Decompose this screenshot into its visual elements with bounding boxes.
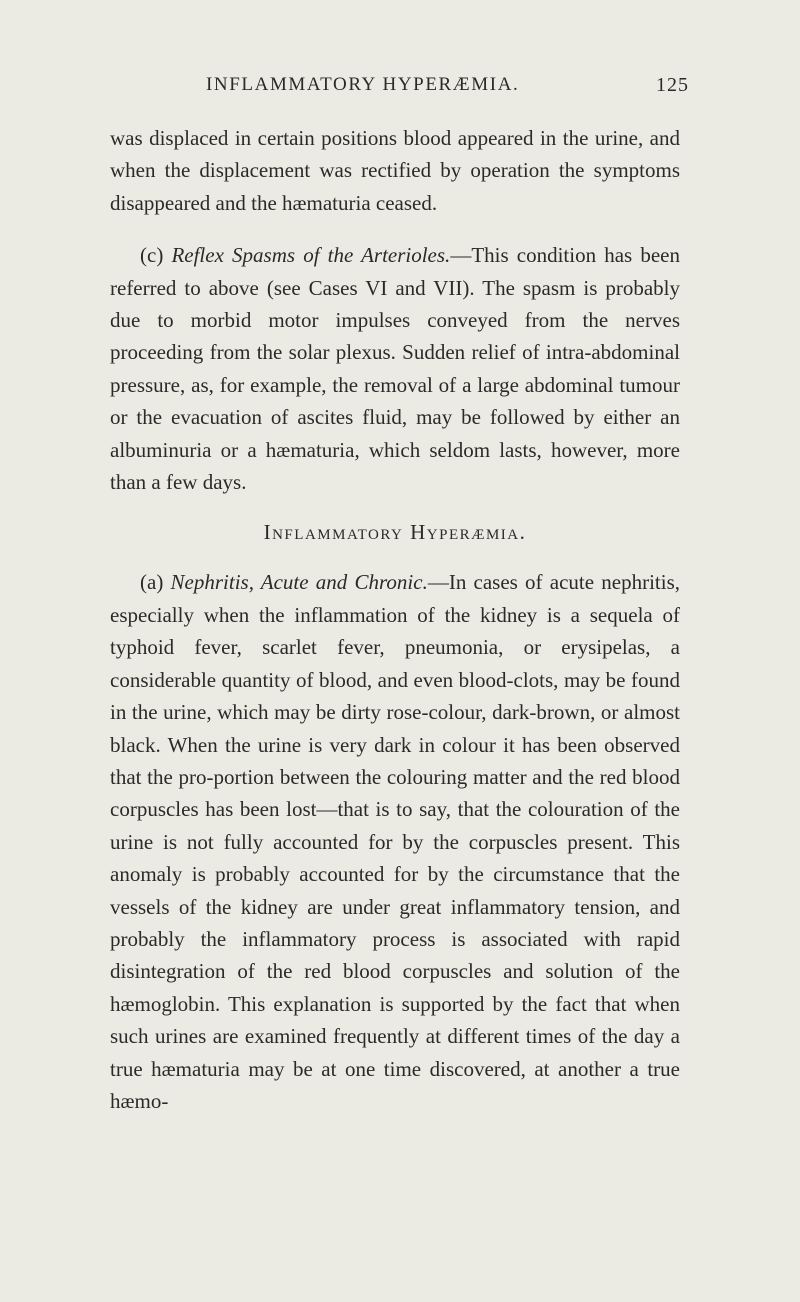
- item-marker-a: (a): [140, 570, 171, 595]
- paragraph-reflex-spasms-text: —This condition has been referred to above (see Cases VI and VII). The spasm is probably due to morbid motor impulses conveyed from the nerves proceeding from the solar plexus. Sudden relief of intra-abdominal pressure, as, for example, the removal of a large abdominal tumour or the evacuation of ascites fluid, may be followed by either an albuminuria or a hæmaturia, which seldom lasts, however, more than a few days.: [110, 243, 681, 495]
- paragraph-continuation: was displaced in certain positions blood appeared in the urine, and when the displacement was rectified by operation the symptoms disappeared and the hæmaturia ceased.: [110, 126, 680, 215]
- running-head: [0, 74, 800, 104]
- subheading-reflex-spasms: Reflex Spasms of the Arterioles.: [171, 243, 451, 268]
- paragraph-reflex-spasms: [110, 239, 680, 498]
- running-title: INFLAMMATORY HYPERÆMIA.: [206, 74, 520, 95]
- body-text: [110, 122, 680, 1117]
- item-marker-c: (c): [140, 243, 172, 268]
- subheading-nephritis: Nephritis, Acute and Chronic.: [170, 570, 428, 595]
- paragraph-nephritis: [110, 566, 680, 1117]
- page-number: 125: [656, 74, 689, 96]
- section-heading: Inflammatory Hyperæmia.: [263, 520, 527, 545]
- paragraph-nephritis-text: —In cases of acute nephritis, especially when the inflammation of the kidney is a sequela of typhoid fever, scarlet fever, pneumonia, or erysipelas, a considerable quantity of blood, and even blood-clots, may be found in the urine, which may be dirty rose-colour, dark-brown, or almost black. When the urine is very dark in colour it has been observed that the pro-portion between the colouring matter and the red blood corpuscles has been lost—that is to say, that the colouration of the urine is not fully accounted for by the corpuscles present. This anomaly is probably accounted for by the circumstance that the vessels of the kidney are under great inflammatory tension, and probably the inflammatory process is associated with rapid disintegration of the red blood corpuscles and solution of the hæmoglobin. This explanation is supported by the fact that when such urines are examined frequently at different times of the day a true hæmaturia may be at one time discovered, at another a true hæmo-: [110, 570, 681, 1113]
